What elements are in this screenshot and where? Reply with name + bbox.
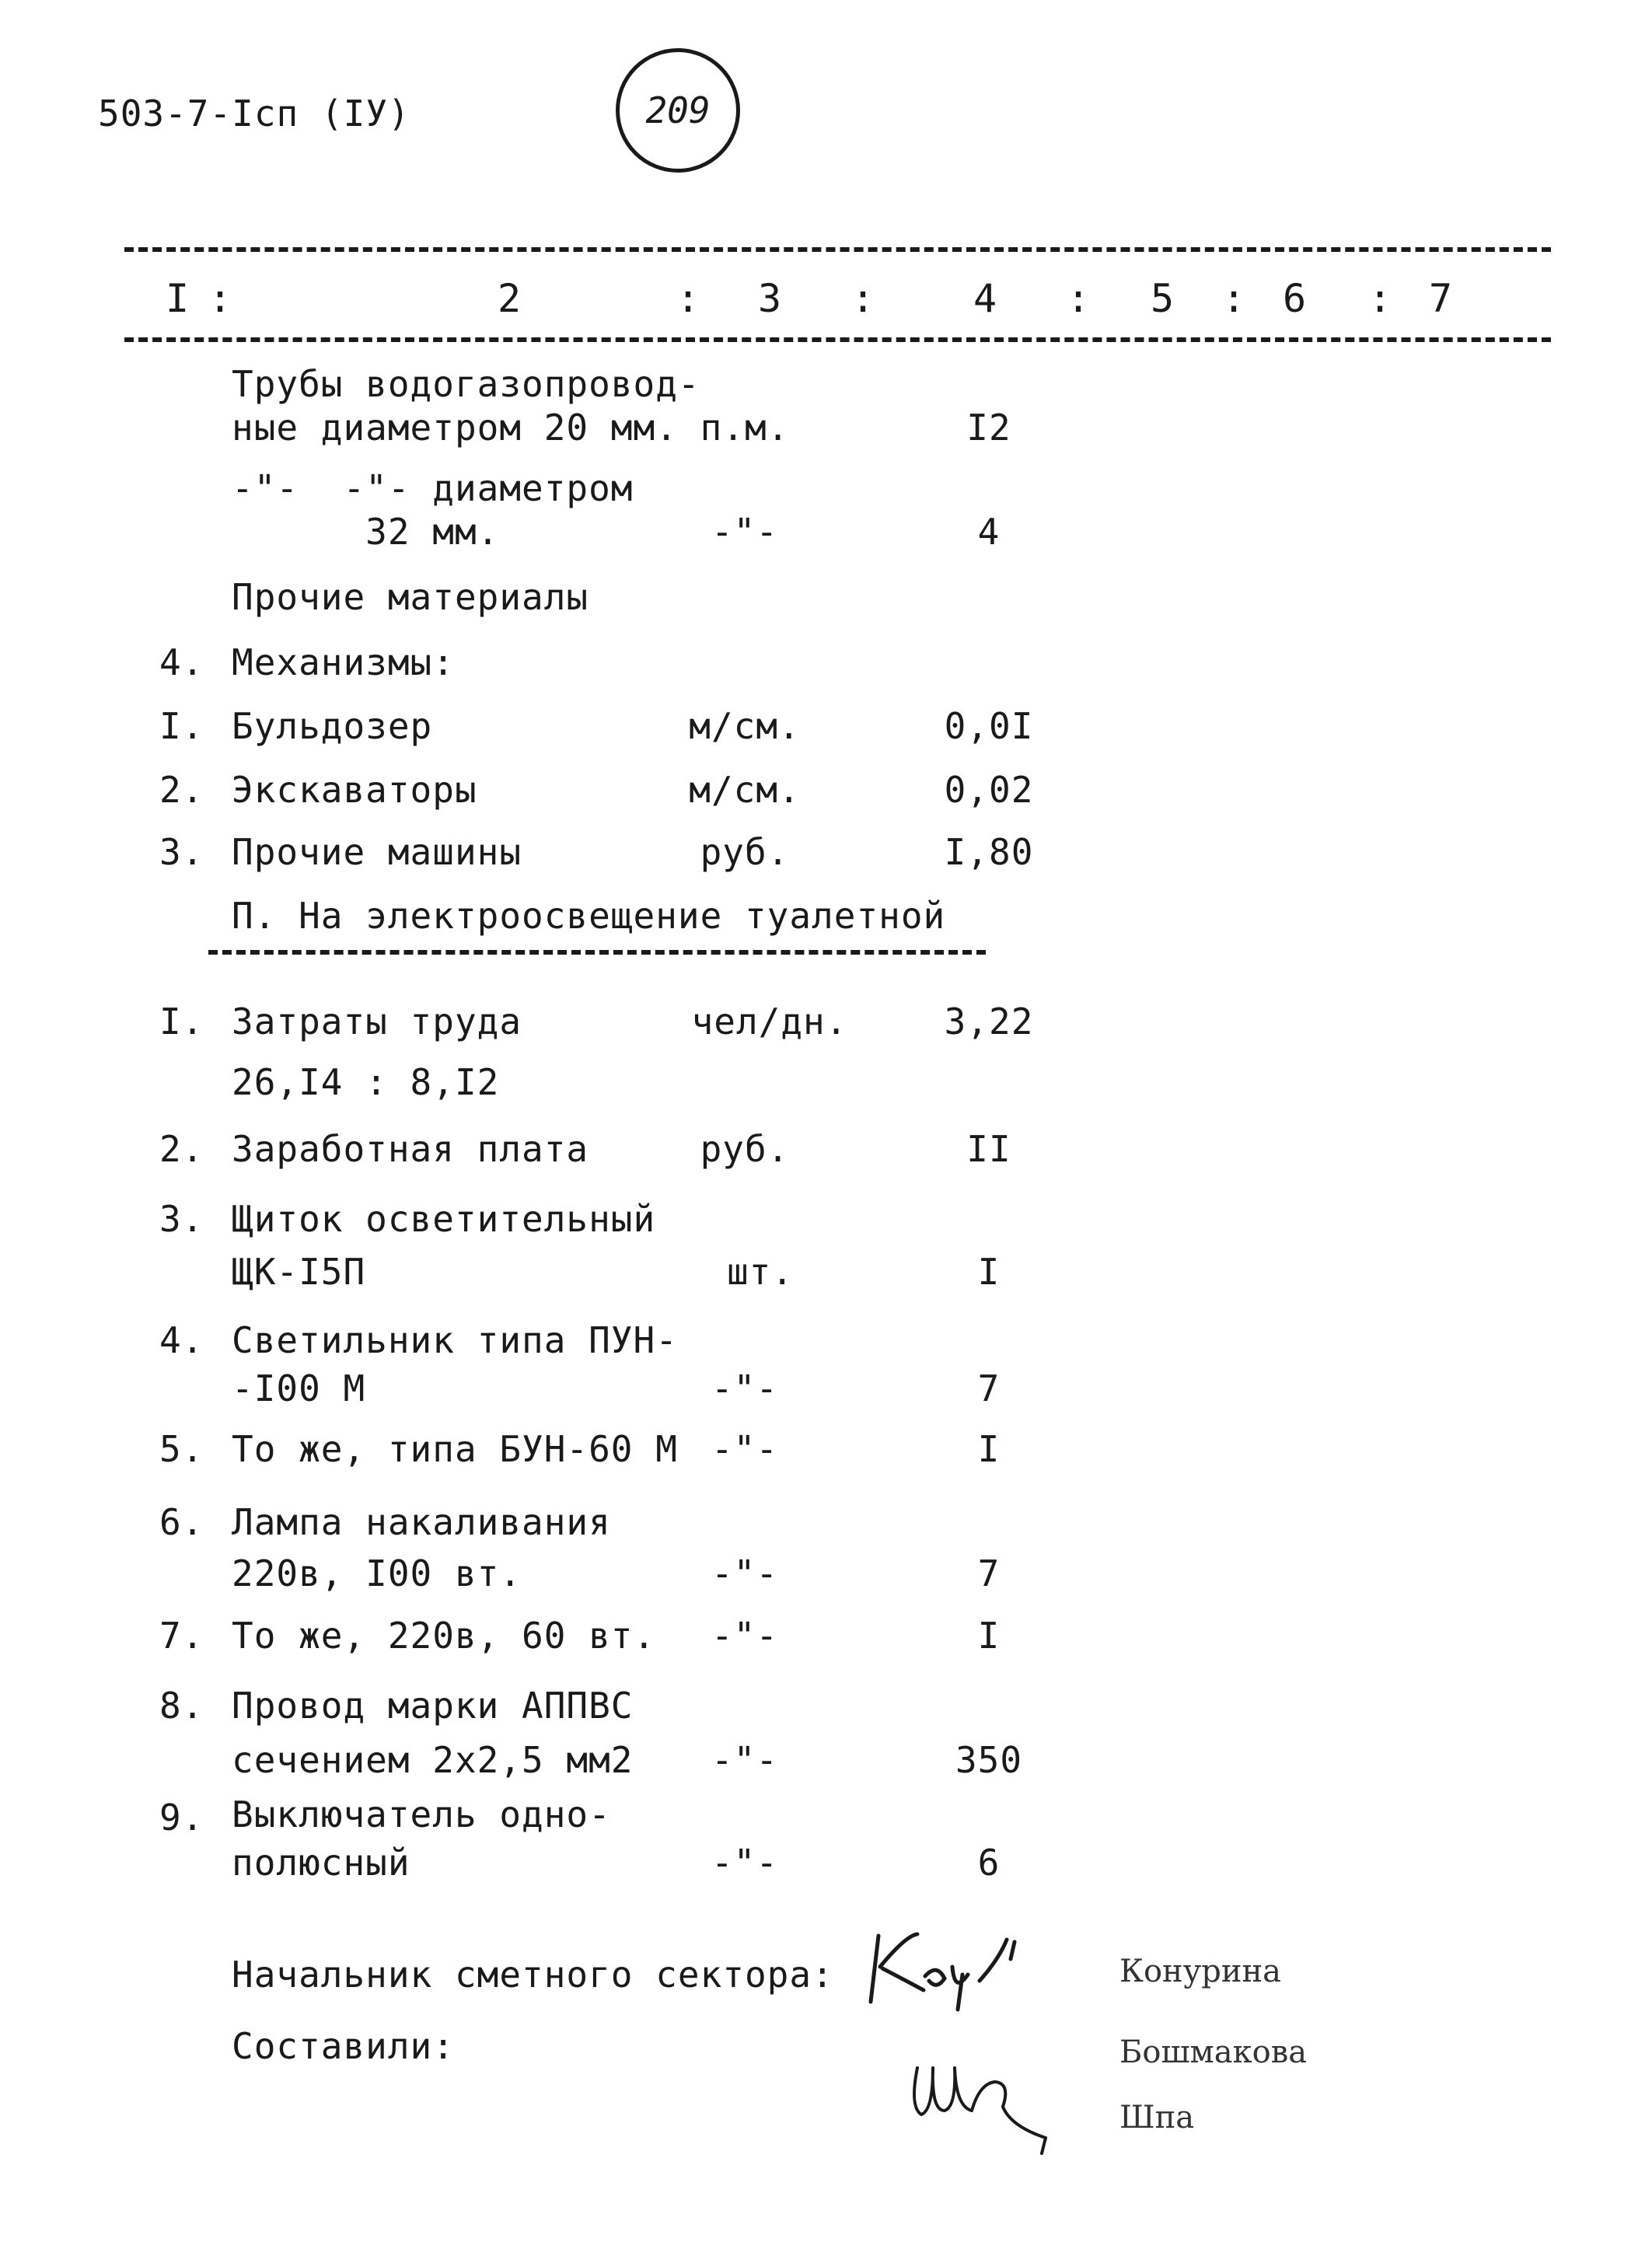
header-top-rule <box>124 247 1551 252</box>
row-name-line: ЩК-I5П <box>232 1251 366 1293</box>
row-unit: чел/дн. <box>691 1001 848 1042</box>
section-title-underline <box>208 950 986 955</box>
row-name-line: 220в, I00 вт. <box>232 1552 522 1594</box>
row-unit: -"- <box>711 1428 779 1470</box>
col-header-sep: : <box>1067 276 1091 321</box>
row-name-line: сечением 2х2,5 мм2 <box>232 1739 634 1781</box>
row-number: 7. <box>159 1615 204 1657</box>
row-name-line: Механизмы: <box>232 641 455 683</box>
row-name-line: Провод марки АППВС <box>232 1685 634 1727</box>
document-code: 503-7-Iсп (IУ) <box>98 93 410 134</box>
row-name-line: Светильник типа ПУН- <box>232 1319 678 1361</box>
row-name-line: Щиток осветительный <box>232 1198 656 1240</box>
row-name-line: Заработная плата <box>232 1128 589 1170</box>
row-unit: шт. <box>726 1251 795 1293</box>
row-qty: 6 <box>977 1842 1001 1884</box>
row-qty: 350 <box>955 1739 1023 1781</box>
col-header-2: 2 <box>498 276 522 321</box>
col-header-3: 3 <box>758 276 783 321</box>
col-header-sep: : <box>1222 276 1247 321</box>
row-qty: II <box>966 1128 1011 1170</box>
row-number: 6. <box>159 1501 204 1543</box>
page-number-stamp: 209 <box>616 48 740 173</box>
row-name-line: -I00 М <box>232 1367 366 1409</box>
chief-name: Конурина <box>1119 1954 1282 1989</box>
section-title: П. На электроосвещение туалетной <box>232 895 946 937</box>
row-name-line: То же, 220в, 60 вт. <box>232 1615 656 1657</box>
row-qty: 3,22 <box>944 1001 1034 1042</box>
row-qty: I <box>977 1615 1001 1657</box>
col-header-sep: : <box>676 276 701 321</box>
compiled-label: Составили: <box>232 2025 455 2067</box>
row-number: 5. <box>159 1428 204 1470</box>
row-number: 3. <box>159 1198 204 1240</box>
row-name-line: 26,I4 : 8,I2 <box>232 1061 500 1103</box>
row-qty: 7 <box>977 1367 1001 1409</box>
row-unit: п.м. <box>700 407 790 449</box>
col-header-sep: : <box>208 276 233 321</box>
row-name-line: Прочие материалы <box>232 576 589 618</box>
row-unit: -"- <box>711 1615 779 1657</box>
row-qty: 0,02 <box>944 769 1034 811</box>
compiler-signature <box>902 2037 1073 2156</box>
col-header-6: 6 <box>1283 276 1308 321</box>
compiler-name-1: Бошмакова <box>1119 2034 1308 2070</box>
row-name-line: Лампа накаливания <box>232 1501 611 1543</box>
row-number: 2. <box>159 1128 204 1170</box>
row-unit: руб. <box>700 1128 790 1170</box>
header-bottom-rule <box>124 337 1551 342</box>
row-name-line: Бульдозер <box>232 705 433 747</box>
row-number: 3. <box>159 831 204 873</box>
col-header-sep: : <box>851 276 876 321</box>
chief-signature <box>863 1920 1057 2017</box>
row-number: 4. <box>159 1319 204 1361</box>
row-number: 4. <box>159 641 204 683</box>
row-unit: м/см. <box>689 705 801 747</box>
chief-label: Начальник сметного сектора: <box>232 1954 834 1996</box>
row-number: I. <box>159 705 204 747</box>
col-header-5: 5 <box>1151 276 1175 321</box>
row-unit: м/см. <box>689 769 801 811</box>
row-name-line: полюсный <box>232 1842 410 1884</box>
row-unit: -"- <box>711 1842 779 1884</box>
row-name-line: Прочие машины <box>232 831 522 873</box>
row-name-line: Затраты труда <box>232 1001 522 1042</box>
row-unit: -"- <box>711 1367 779 1409</box>
row-unit: -"- <box>711 511 779 553</box>
compiler-name-2: Шпа <box>1119 2100 1195 2136</box>
col-header-sep: : <box>1368 276 1393 321</box>
row-name-line: -"- -"- диаметром <box>232 467 634 509</box>
row-qty: 0,0I <box>944 705 1034 747</box>
col-header-4: 4 <box>973 276 998 321</box>
row-number: 8. <box>159 1685 204 1727</box>
row-qty: 7 <box>977 1552 1001 1594</box>
row-number: 9. <box>159 1797 204 1839</box>
row-number: I. <box>159 1001 204 1042</box>
row-number: 2. <box>159 769 204 811</box>
row-name-line: Трубы водогазопровод- <box>232 363 700 405</box>
row-name-line: То же, типа БУН-60 М <box>232 1428 678 1470</box>
row-unit: -"- <box>711 1739 779 1781</box>
row-name-line: 32 мм. <box>232 511 500 553</box>
row-name-line: ные диаметром 20 мм. <box>232 407 678 449</box>
row-name-line: Выключатель одно- <box>232 1793 611 1835</box>
row-qty: I,80 <box>944 831 1034 873</box>
row-qty: I <box>977 1428 1001 1470</box>
row-unit: руб. <box>700 831 790 873</box>
row-unit: -"- <box>711 1552 779 1594</box>
col-header-1: I <box>166 276 190 321</box>
col-header-7: 7 <box>1429 276 1454 321</box>
row-qty: 4 <box>977 511 1001 553</box>
row-qty: I2 <box>966 407 1011 449</box>
row-name-line: Экскаваторы <box>232 769 477 811</box>
row-qty: I <box>977 1251 1001 1293</box>
